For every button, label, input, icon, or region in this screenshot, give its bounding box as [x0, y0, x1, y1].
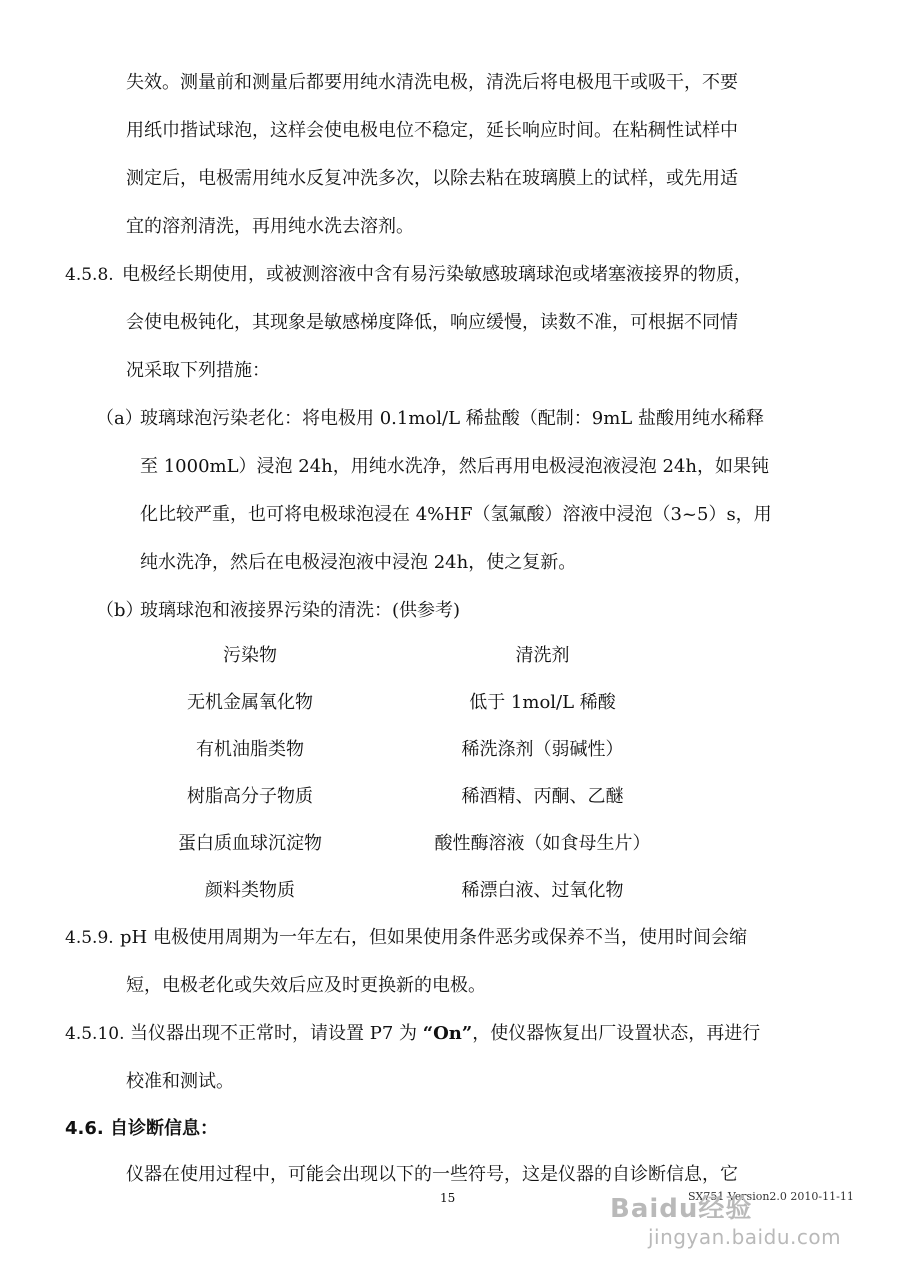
item-b-text: 玻璃球泡和液接界污染的清洗：(供参考) — [140, 600, 461, 621]
section-459-line: pH 电极使用周期为一年左右，但如果使用条件恶劣或保养不当，使用时间会缩 — [120, 927, 747, 948]
baidu-watermark-url: jingyan.baidu.com — [648, 1225, 842, 1249]
table-cell: 无机金属氧化物 — [187, 692, 313, 713]
item-a-line: 至 1000mL）浸泡 24h，用纯水洗净，然后再用电极浸泡液浸泡 24h，如果钝 — [140, 456, 769, 477]
item-a-label: （a） — [96, 408, 143, 429]
version-label: SX751 Version2.0 2010-11-11 — [688, 1190, 854, 1203]
section-number-458: 4.5.8. — [65, 265, 114, 285]
table-cell: 树脂高分子物质 — [187, 786, 313, 807]
table-cell: 酸性酶溶液（如食母生片） — [434, 833, 651, 854]
table-cell: 有机油脂类物 — [196, 739, 304, 760]
item-a-line: 玻璃球泡污染老化：将电极用 0.1mol/L 稀盐酸（配制：9mL 盐酸用纯水稀释 — [140, 408, 764, 429]
section-458-line: 况采取下列措施： — [126, 360, 270, 381]
paragraph-line: 仪器在使用过程中，可能会出现以下的一些符号，这是仪器的自诊断信息，它 — [126, 1164, 738, 1185]
section-number-4510: 4.5.10. — [65, 1024, 125, 1044]
paragraph-line: 用纸巾揩试球泡，这样会使电极电位不稳定，延长响应时间。在粘稠性试样中 — [126, 120, 738, 141]
section-458-line: 电极经长期使用，或被测溶液中含有易污染敏感玻璃球泡或堵塞液接界的物质， — [122, 264, 752, 285]
paragraph-line: 宜的溶剂清洗，再用纯水洗去溶剂。 — [126, 216, 414, 237]
table-header-contaminant: 污染物 — [223, 645, 277, 666]
table-cell: 稀酒精、丙酮、乙醚 — [461, 786, 624, 807]
section-heading-46: 4.6. 自诊断信息： — [65, 1118, 218, 1139]
table-cell: 稀漂白液、过氧化物 — [461, 880, 624, 901]
baidu-watermark-logo: Baidu经验 — [610, 1194, 753, 1224]
section-4510-text: 当仪器出现不正常时，请设置 P7 为 — [130, 1023, 423, 1044]
section-458-line: 会使电极钝化，其现象是敏感梯度降低，响应缓慢，读数不准，可根据不同情 — [126, 312, 738, 333]
item-a-line: 纯水洗净，然后在电极浸泡液中浸泡 24h，使之复新。 — [140, 552, 577, 573]
table-header-cleaner: 清洗剂 — [515, 645, 570, 666]
section-4510-line — [130, 1022, 760, 1046]
item-a-line: 化比较严重，也可将电极球泡浸在 4%HF（氢氟酸）溶液中浸泡（3~5）s，用 — [140, 504, 772, 525]
item-b-label: （b） — [96, 600, 144, 621]
table-cell: 颜料类物质 — [205, 880, 295, 901]
paragraph-line: 失效。测量前和测量后都要用纯水清洗电极，清洗后将电极甩干或吸干，不要 — [126, 72, 738, 93]
section-459-line: 短，电极老化或失效后应及时更换新的电极。 — [126, 975, 486, 996]
table-cell: 稀洗涤剂（弱碱性） — [461, 739, 624, 760]
on-setting-value: “On” — [422, 1023, 473, 1044]
table-cell: 蛋白质血球沉淀物 — [178, 833, 322, 854]
section-4510-line: 校准和测试。 — [126, 1071, 234, 1092]
page-number: 15 — [440, 1191, 456, 1205]
paragraph-line: 测定后，电极需用纯水反复冲洗多次，以除去粘在玻璃膜上的试样，或先用适 — [126, 168, 738, 189]
section-4510-text: ，使仪器恢复出厂设置状态，再进行 — [472, 1023, 761, 1044]
section-number-459: 4.5.9. — [65, 928, 114, 948]
table-cell: 低于 1mol/L 稀酸 — [469, 692, 616, 713]
